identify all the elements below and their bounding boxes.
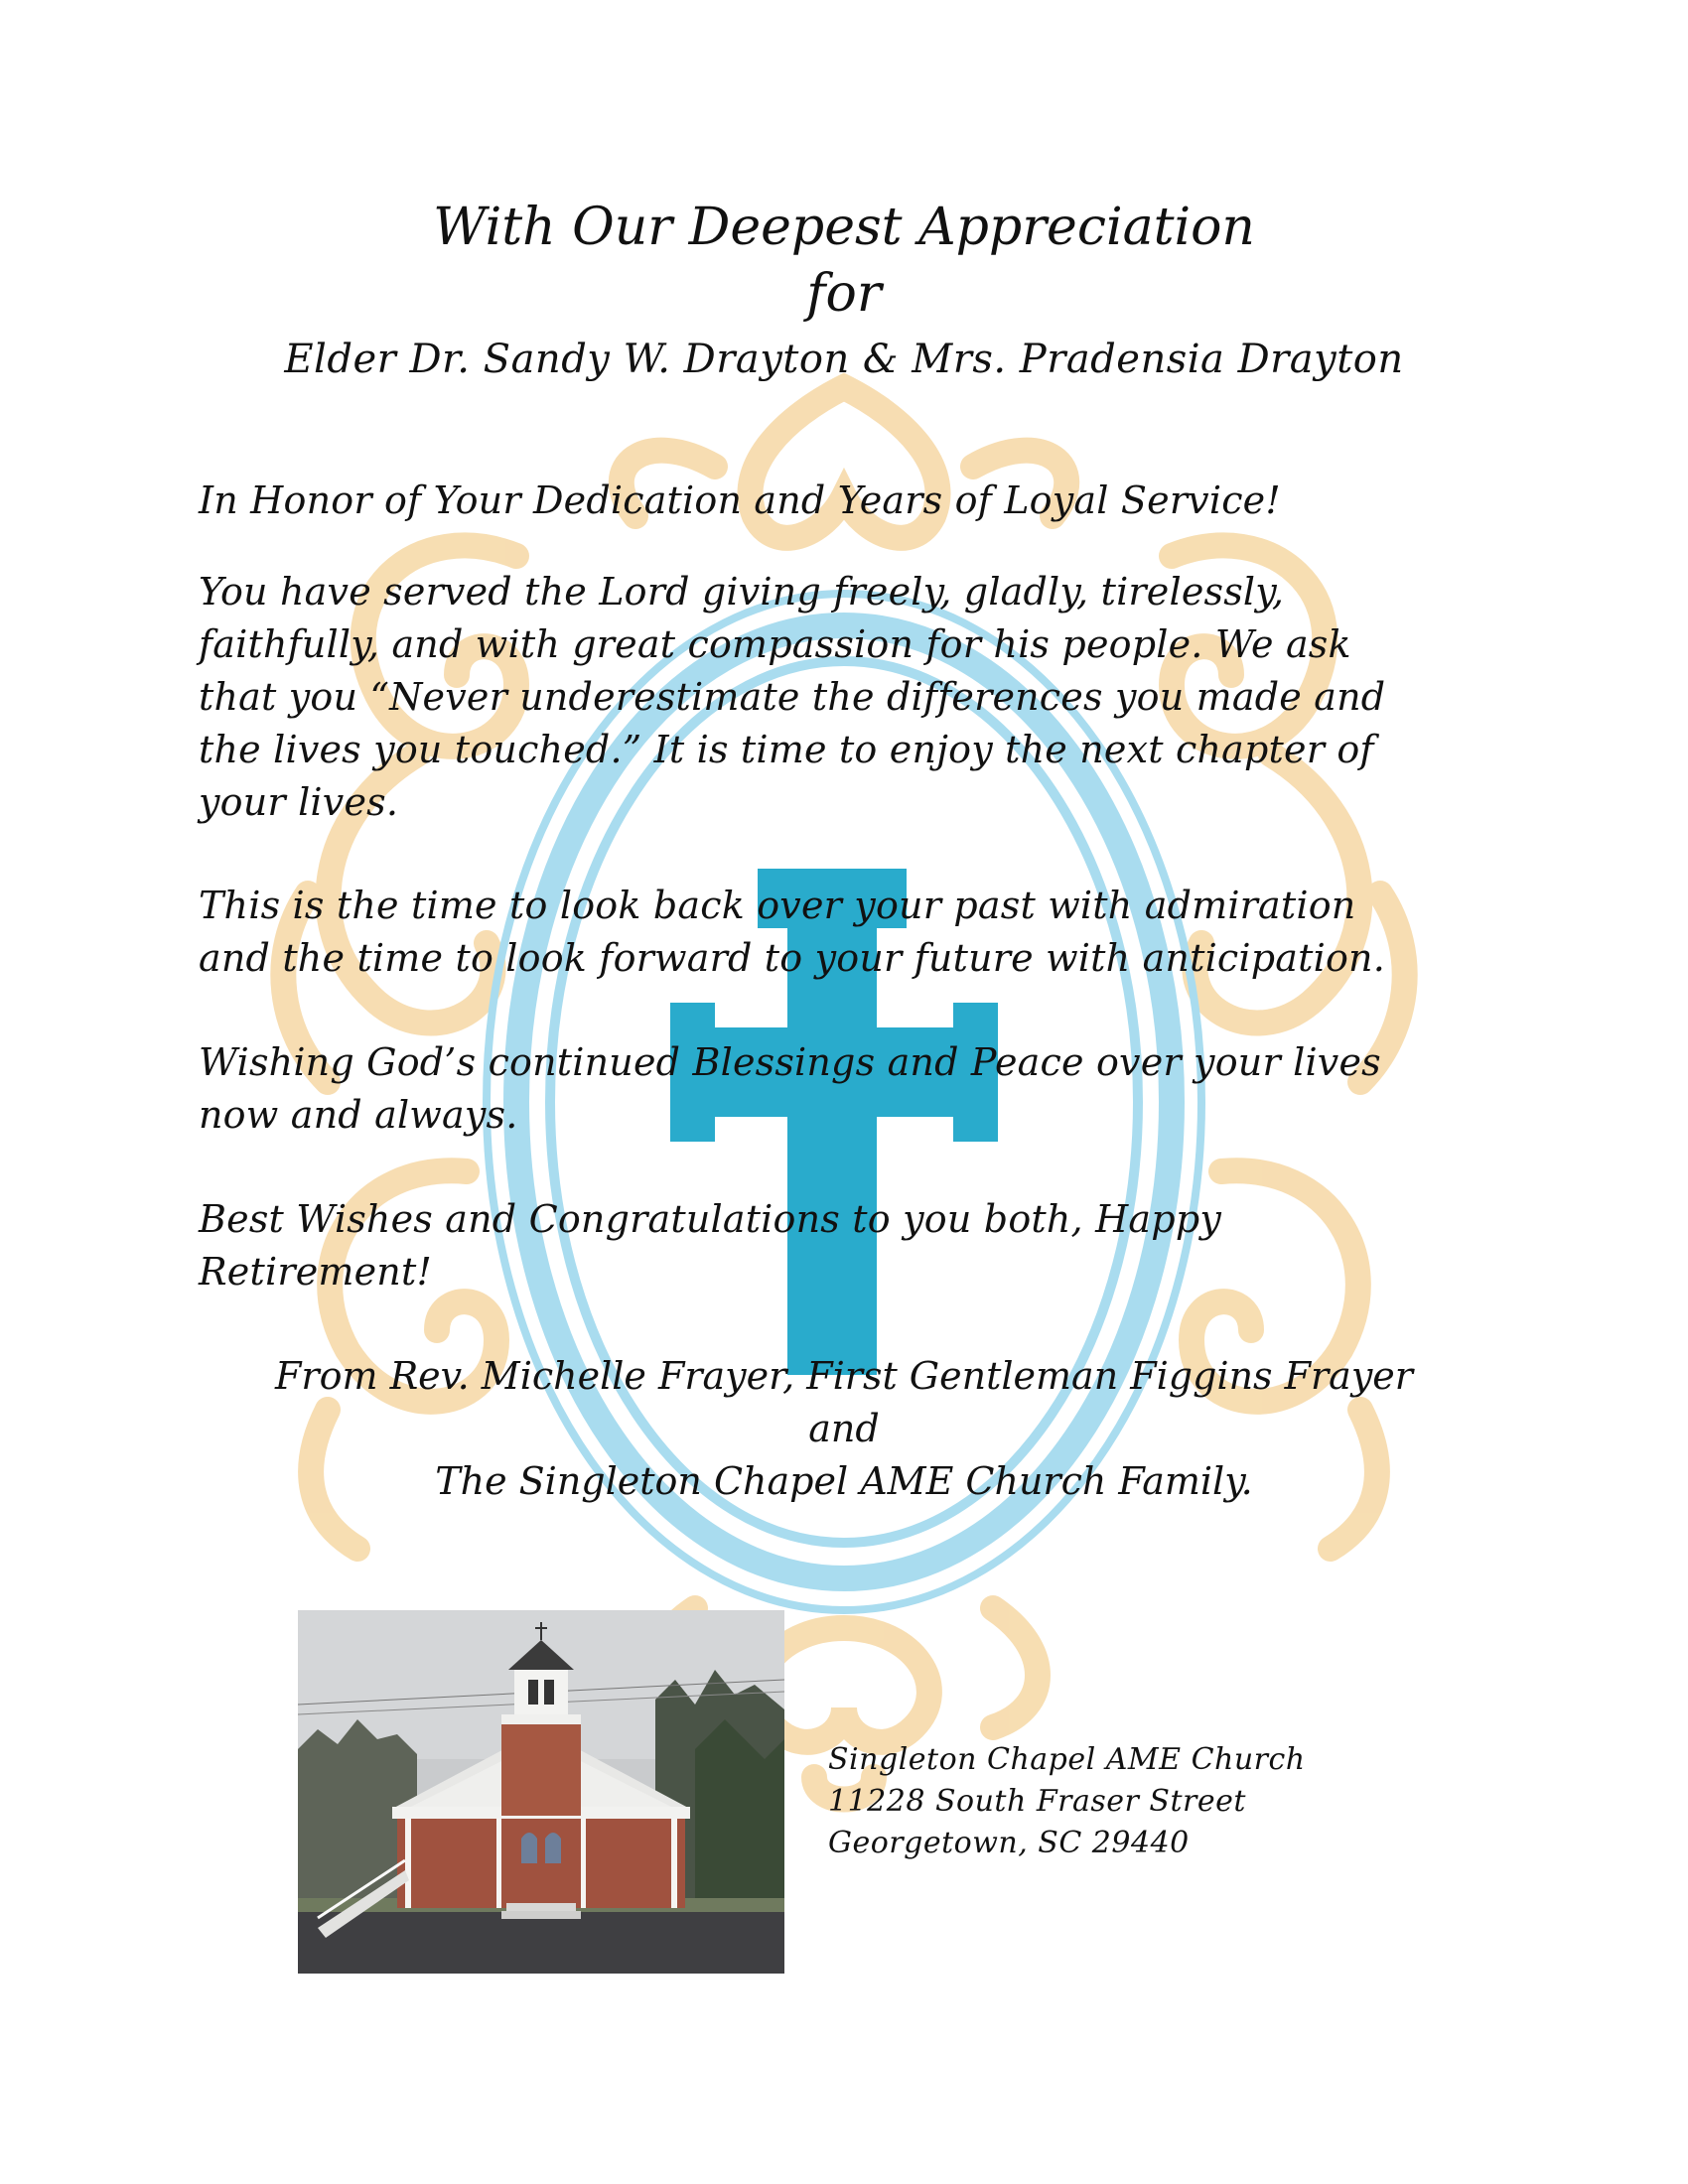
signature-block <box>0 1350 1688 1508</box>
title-for: for <box>806 264 882 324</box>
paragraph-line: Retirement! <box>199 1250 432 1294</box>
paragraph-blessings <box>199 1036 1519 1142</box>
signature-line: The Singleton Chapel AME Church Family. <box>435 1459 1253 1503</box>
signature-line: From Rev. Michelle Frayer, First Gentleman Figgins Frayer <box>275 1354 1413 1398</box>
paragraph-line: Best Wishes and Congratulations to you both, Happy <box>199 1197 1222 1241</box>
paragraph-line: faithfully, and with great compassion for his people. We ask <box>199 622 1351 666</box>
paragraph-line: that you “Never underestimate the differences you made and <box>199 675 1386 719</box>
paragraph-line: your lives. <box>199 780 399 824</box>
paragraph-line: Wishing God’s continued Blessings and Peace over your lives <box>199 1040 1381 1084</box>
church-photo <box>298 1610 784 1974</box>
church-address <box>828 1739 1306 1864</box>
church-street: 11228 South Fraser Street <box>828 1784 1246 1819</box>
paragraph-reflection <box>199 880 1519 985</box>
honor-line: In Honor of Your Dedication and Years of Loyal Service! <box>199 478 1281 522</box>
paragraph-service <box>199 566 1519 829</box>
paragraph-line: This is the time to look back over your past with admiration <box>199 884 1356 927</box>
paragraph-wishes <box>199 1193 1519 1298</box>
honorees-line: Elder Dr. Sandy W. Drayton & Mrs. Pradensia Drayton <box>284 337 1404 382</box>
paragraph-line: You have served the Lord giving freely, gladly, tirelessly, <box>199 570 1285 614</box>
page-title: With Our Deepest Appreciation <box>433 198 1255 257</box>
church-city: Georgetown, SC 29440 <box>828 1826 1190 1860</box>
paragraph-line: and the time to look forward to your future with anticipation. <box>199 936 1386 980</box>
paragraph-line: now and always. <box>199 1093 518 1137</box>
signature-line: and <box>808 1407 880 1450</box>
paragraph-line: the lives you touched.” It is time to enjoy the next chapter of <box>199 728 1374 771</box>
church-name: Singleton Chapel AME Church <box>828 1742 1306 1777</box>
